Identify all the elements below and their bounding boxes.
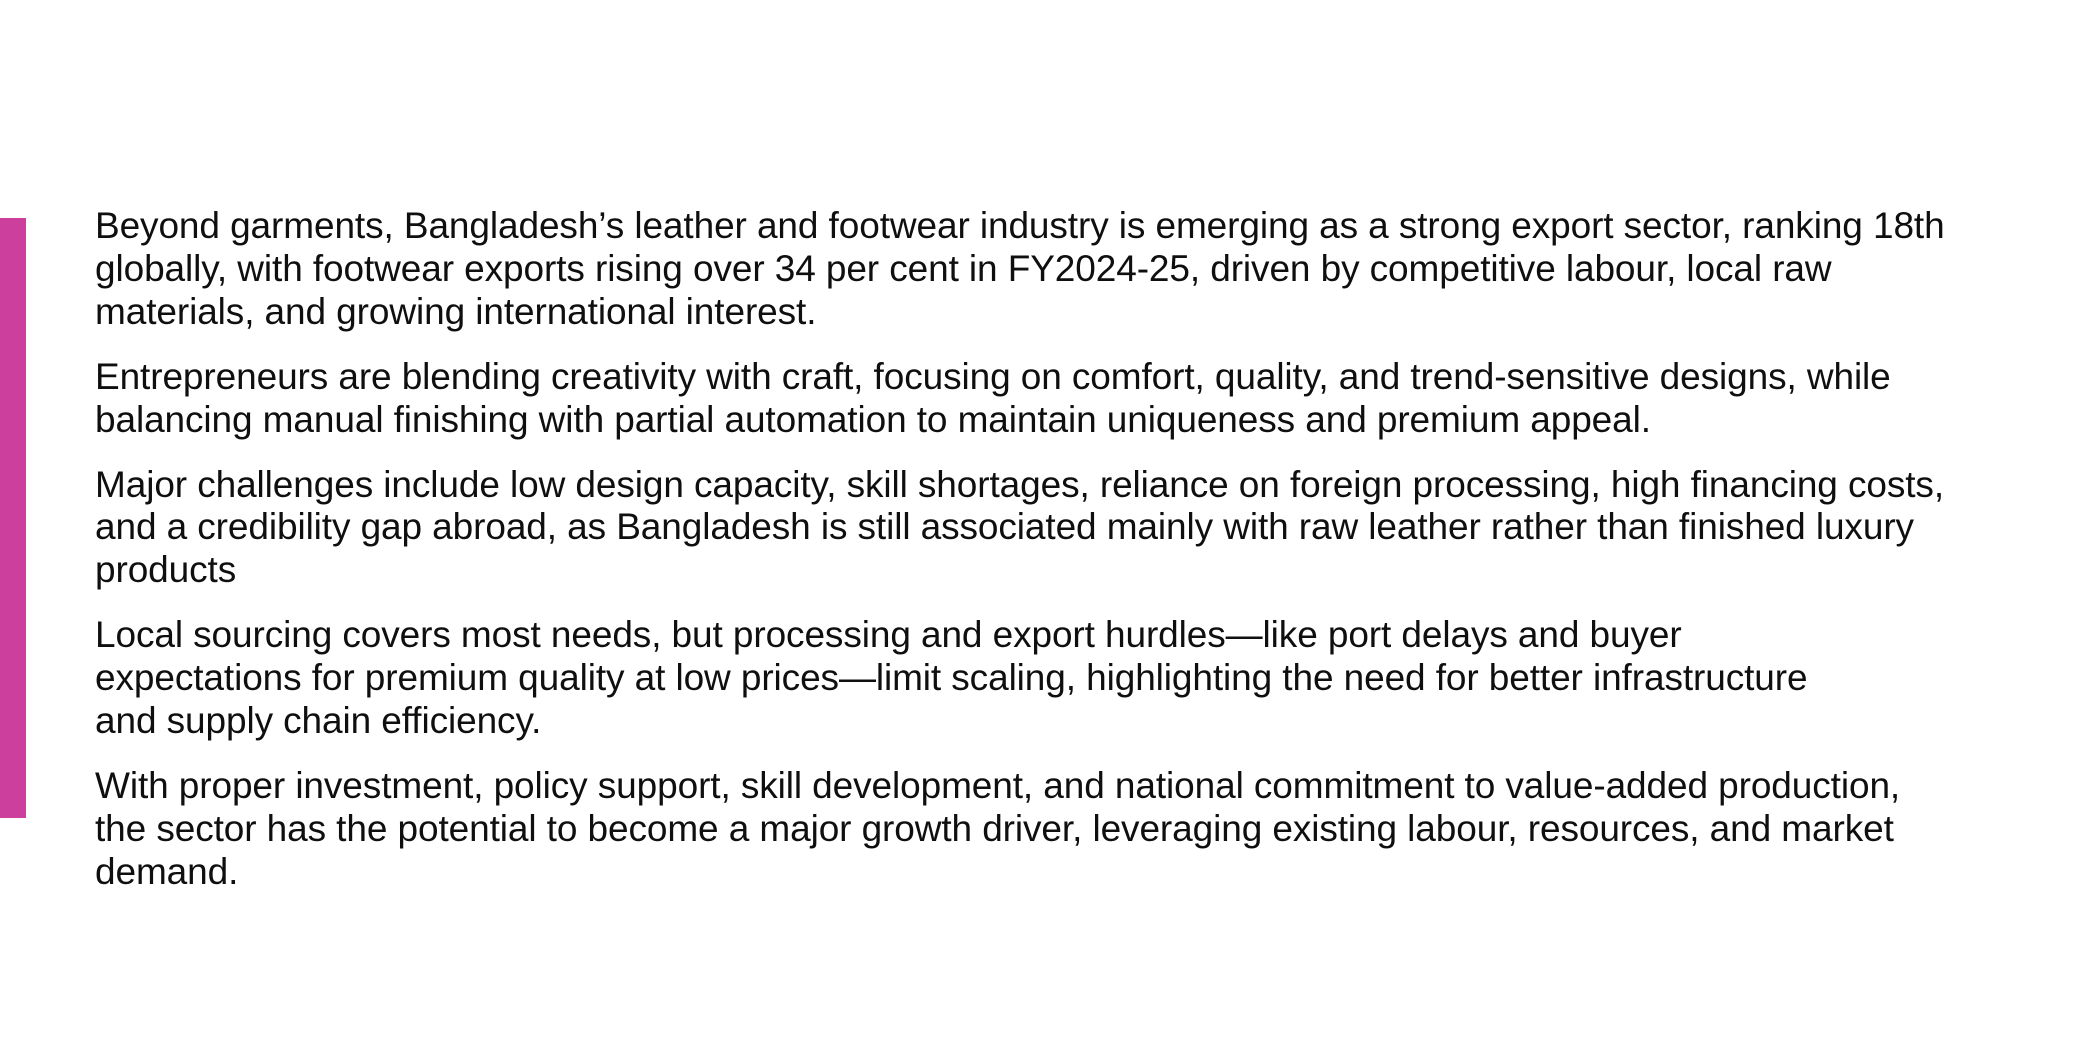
- paragraph-5: With proper investment, policy support, skill development, and national commitment to value-added production, the sector has the potential to become a major growth driver, leveraging existing labour, resources, and market demand.: [95, 764, 1901, 892]
- body-text-block: [95, 205, 2025, 894]
- accent-bar: [0, 218, 26, 818]
- paragraph-1: Beyond garments, Bangladesh’s leather and footwear industry is emerging as a strong export sector, ranking 18th globally, with footwear exports rising over 34 per cent in FY2024-25, driven by competitive labour, local raw materials, and growing international interest.: [95, 205, 1945, 332]
- paragraph-2: Entrepreneurs are blending creativity with craft, focusing on comfort, quality, and trend-sensitive designs, while balancing manual finishing with partial automation to maintain uniqueness and premium appeal.: [95, 355, 1891, 440]
- paragraph-3: Major challenges include low design capacity, skill shortages, reliance on foreign processing, high financing costs, and a credibility gap abroad, as Bangladesh is still associated mainly with raw leather rather than finished luxury products: [95, 463, 1945, 591]
- paragraph-4: Local sourcing covers most needs, but processing and export hurdles—like port delays and buyer expectations for premium quality at low prices—limit scaling, highlighting the need for better infrastructure and supply chain efficiency.: [95, 614, 1808, 742]
